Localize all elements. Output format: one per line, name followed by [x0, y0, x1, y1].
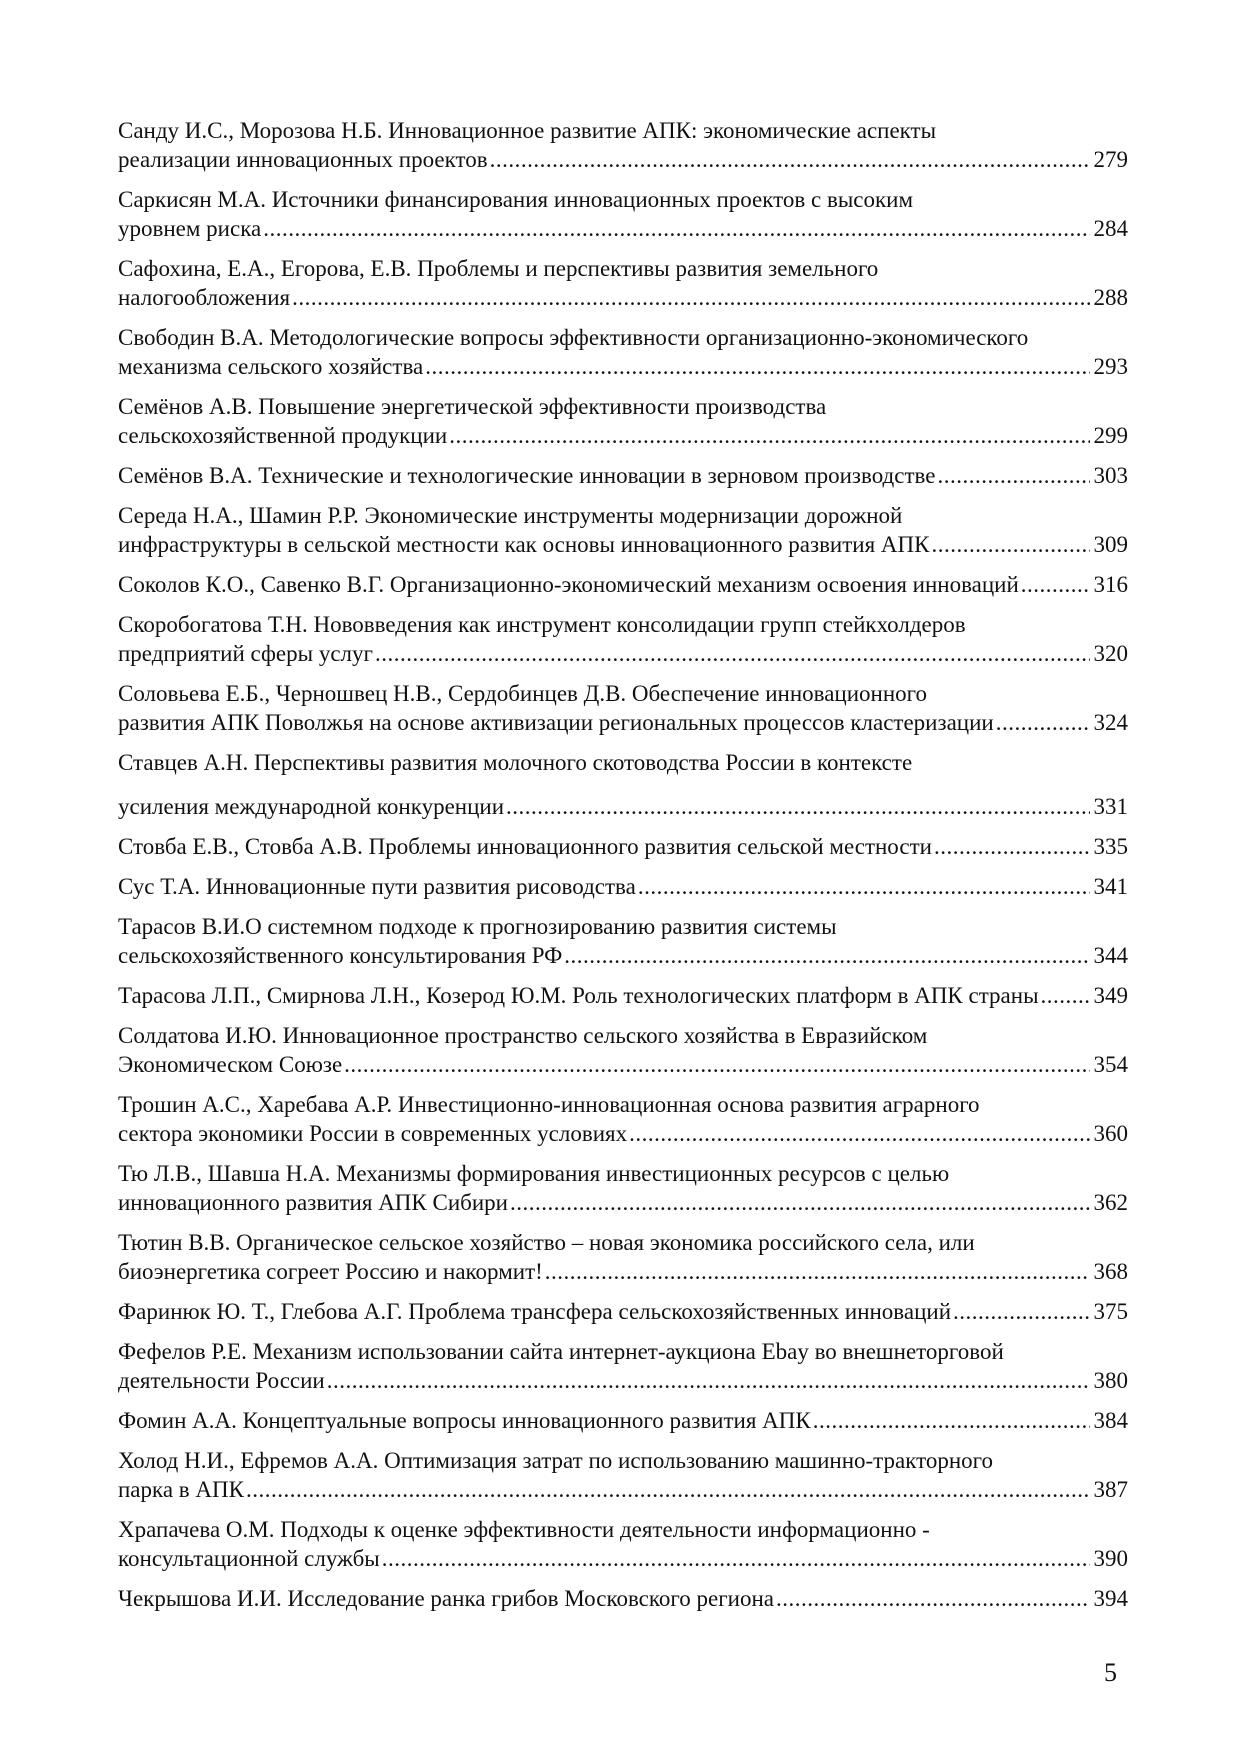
toc-entry-title: реализации инновационных проектов [118, 147, 488, 172]
dot-leader [638, 872, 1090, 901]
toc-entry-page: 368 [1093, 1259, 1128, 1284]
dot-leader [776, 1584, 1090, 1613]
dot-leader [327, 1366, 1090, 1395]
toc-entry-page: 303 [1093, 463, 1128, 488]
toc-entry-page: 316 [1093, 572, 1128, 597]
toc-entry-page: 284 [1093, 216, 1128, 241]
toc-entry-title: уровнем риска [118, 216, 262, 241]
toc-entry-line: Свободин В.А. Методологические вопросы эффективности организационно-экономического [118, 325, 1029, 350]
dot-leader [934, 832, 1090, 861]
toc-entry-last-line [118, 1050, 1128, 1079]
toc-entry [118, 501, 1128, 559]
toc-entry-page: 299 [1093, 423, 1128, 448]
toc-entry-line: Середа Н.А., Шамин Р.Р. Экономические инструменты модернизации дорожной [118, 503, 903, 528]
toc-entry-title: биоэнергетика согреет Россию и накормит! [118, 1259, 543, 1284]
toc-entry-page: 390 [1093, 1546, 1128, 1571]
page-number: 5 [1104, 1658, 1117, 1687]
toc-entry-page: 380 [1093, 1368, 1128, 1393]
toc-entry-title: консультационной службы [118, 1546, 380, 1571]
dot-leader [510, 1188, 1090, 1217]
dot-leader [344, 1050, 1089, 1079]
dot-leader [629, 1119, 1089, 1148]
toc-entry-title: усиления международной конкуренции [118, 794, 505, 819]
toc-entry-title: Соколов К.О., Савенко В.Г. Организационно-экономический механизм освоения инноваций [118, 572, 1019, 597]
toc-entry [118, 1297, 1128, 1326]
dot-leader [425, 352, 1089, 381]
toc-entry-line: Тю Л.В., Шавша Н.А. Механизмы формирования инвестиционных ресурсов с целью [118, 1161, 950, 1186]
toc-entry-last-line [118, 421, 1128, 450]
toc-entry-line: Храпачева О.М. Подходы к оценке эффективности деятельности информационно - [118, 1517, 930, 1542]
toc-entry-last-line [118, 570, 1128, 599]
toc-entry-page: 354 [1093, 1052, 1128, 1077]
toc-entry-last-line [118, 1475, 1128, 1504]
toc-entry-page: 279 [1093, 147, 1128, 172]
dot-leader [545, 1257, 1090, 1286]
toc-entry [118, 185, 1128, 243]
toc-entry-last-line [118, 792, 1128, 821]
dot-leader [937, 461, 1089, 490]
toc-entry-title: Чекрышова И.И. Исследование ранка грибов Московского региона [118, 1586, 774, 1611]
toc-entry [118, 570, 1128, 599]
toc-entry-last-line [118, 145, 1128, 174]
toc-entry [118, 1337, 1128, 1395]
table-of-contents [118, 116, 1128, 1624]
toc-entry-last-line [118, 1119, 1128, 1148]
dot-leader [932, 530, 1090, 559]
toc-entry-title: Фомин А.А. Концептуальные вопросы инновационного развития АПК [118, 1408, 811, 1433]
toc-entry-page: 384 [1093, 1408, 1128, 1433]
toc-entry-line: Сафохина, Е.А., Егорова, Е.В. Проблемы и перспективы развития земельного [118, 256, 879, 281]
dot-leader [263, 214, 1089, 243]
toc-entry-page: 362 [1093, 1190, 1128, 1215]
toc-entry-last-line [118, 1257, 1128, 1286]
dot-leader [953, 1297, 1090, 1326]
toc-entry-title: предприятий сферы услуг [118, 641, 373, 666]
toc-entry-line: Холод Н.И., Ефремов А.А. Оптимизация затрат по использованию машинно-тракторного [118, 1448, 994, 1473]
toc-entry-page: 320 [1093, 641, 1128, 666]
toc-entry [118, 1090, 1128, 1148]
dot-leader [246, 1475, 1090, 1504]
toc-entry-last-line [118, 530, 1128, 559]
toc-entry-line: Солдатова И.Ю. Инновационное пространство сельского хозяйства в Евразийском [118, 1023, 928, 1048]
toc-entry [118, 610, 1128, 668]
toc-entry-last-line [118, 981, 1128, 1010]
toc-entry [118, 748, 1128, 821]
toc-entry-line: Соловьева Е.Б., Черношвец Н.В., Сердобинцев Д.В. Обеспечение инновационного [118, 681, 927, 706]
toc-entry [118, 679, 1128, 737]
toc-entry-line: Фефелов Р.Е. Механизм использовании сайта интернет-аукциона Ebay во внешнеторговой [118, 1339, 1004, 1364]
toc-entry [118, 1515, 1128, 1573]
toc-entry-page: 288 [1093, 285, 1128, 310]
toc-entry-page: 309 [1093, 532, 1128, 557]
dot-leader [506, 792, 1089, 821]
toc-entry-title: развития АПК Поволжья на основе активизации региональных процессов кластеризации [118, 710, 994, 735]
toc-entry-last-line [118, 872, 1128, 901]
toc-entry-line: Санду И.С., Морозова Н.Б. Инновационное развитие АПК: экономические аспекты [118, 118, 937, 143]
dot-leader [996, 708, 1090, 737]
toc-entry-title: сельскохозяйственной продукции [118, 423, 448, 448]
toc-entry-title: Экономическом Союзе [118, 1052, 343, 1077]
toc-entry-last-line [118, 352, 1128, 381]
toc-entry [118, 323, 1128, 381]
toc-entry-title: инфраструктуры в сельской местности как основы инновационного развития АПК [118, 532, 930, 557]
toc-entry [118, 981, 1128, 1010]
toc-entry-title: парка в АПК [118, 1477, 244, 1502]
toc-entry-page: 387 [1093, 1477, 1128, 1502]
toc-entry-last-line [118, 214, 1128, 243]
toc-entry-last-line [118, 708, 1128, 737]
toc-entry-title: инновационного развития АПК Сибири [118, 1190, 508, 1215]
toc-entry-title: Тарасова Л.П., Смирнова Л.Н., Козерод Ю.М. Роль технологических платформ в АПК страны [118, 983, 1039, 1008]
toc-entry-title: Сус Т.А. Инновационные пути развития рисоводства [118, 874, 636, 899]
toc-entry [118, 254, 1128, 312]
toc-entry-page: 324 [1093, 710, 1128, 735]
toc-entry [118, 912, 1128, 970]
toc-entry [118, 1021, 1128, 1079]
toc-entry-line: Тарасов В.И.О системном подходе к прогнозированию развития системы [118, 914, 837, 939]
dot-leader [1041, 981, 1090, 1010]
toc-entry-last-line [118, 461, 1128, 490]
toc-entry-title: деятельности России [118, 1368, 325, 1393]
toc-entry-page: 394 [1093, 1586, 1128, 1611]
toc-entry-title: Стовба Е.В., Стовба А.В. Проблемы инновационного развития сельской местности [118, 834, 932, 859]
toc-entry-line: Семёнов А.В. Повышение энергетической эффективности производства [118, 394, 827, 419]
toc-entry [118, 1228, 1128, 1286]
dot-leader [449, 421, 1089, 450]
toc-entry [118, 832, 1128, 861]
toc-entry [118, 1446, 1128, 1504]
toc-entry-last-line [118, 1366, 1128, 1395]
toc-entry-page: 293 [1093, 354, 1128, 379]
toc-entry-page: 341 [1093, 874, 1128, 899]
toc-entry-last-line [118, 283, 1128, 312]
toc-entry-page: 375 [1093, 1299, 1128, 1324]
toc-entry-line: Тютин В.В. Органическое сельское хозяйство – новая экономика российского села, или [118, 1230, 975, 1255]
toc-entry-last-line [118, 1406, 1128, 1435]
dot-leader [1021, 570, 1090, 599]
toc-entry-last-line [118, 1188, 1128, 1217]
toc-entry-line: Скоробогатова Т.Н. Нововведения как инструмент консолидации групп стейкхолдеров [118, 612, 966, 637]
toc-entry-page: 360 [1093, 1121, 1128, 1146]
toc-entry [118, 116, 1128, 174]
toc-entry-last-line [118, 1544, 1128, 1573]
toc-entry [118, 392, 1128, 450]
toc-entry-title: Фаринюк Ю. Т., Глебова А.Г. Проблема трансфера сельскохозяйственных инноваций [118, 1299, 951, 1324]
toc-entry-line: Саркисян М.А. Источники финансирования инновационных проектов с высоким [118, 187, 914, 212]
toc-entry-page: 331 [1093, 794, 1128, 819]
toc-entry-title: сектора экономики России в современных условиях [118, 1121, 628, 1146]
dot-leader [813, 1406, 1090, 1435]
dot-leader [382, 1544, 1090, 1573]
toc-entry [118, 1584, 1128, 1613]
toc-entry-line: Трошин А.С., Харебава А.Р. Инвестиционно-инновационная основа развития аграрного [118, 1092, 980, 1117]
toc-entry-title: сельскохозяйственного консультирования РФ [118, 943, 563, 968]
toc-entry [118, 1159, 1128, 1217]
toc-entry-line: Ставцев А.Н. Перспективы развития молочного скотоводства России в контексте [118, 750, 913, 775]
dot-leader [292, 283, 1089, 312]
toc-entry [118, 872, 1128, 901]
toc-entry-page: 344 [1093, 943, 1128, 968]
toc-entry [118, 461, 1128, 490]
toc-entry-title: механизма сельского хозяйства [118, 354, 424, 379]
toc-entry-last-line [118, 1297, 1128, 1326]
toc-entry-last-line [118, 832, 1128, 861]
toc-entry-title: налогообложения [118, 285, 291, 310]
dot-leader [375, 639, 1090, 668]
toc-entry-page: 335 [1093, 834, 1128, 859]
toc-entry-last-line [118, 1584, 1128, 1613]
dot-leader [564, 941, 1089, 970]
dot-leader [490, 145, 1090, 174]
toc-entry-last-line [118, 639, 1128, 668]
toc-entry-title: Семёнов В.А. Технические и технологические инновации в зерновом производстве [118, 463, 936, 488]
toc-entry [118, 1406, 1128, 1435]
toc-entry-page: 349 [1093, 983, 1128, 1008]
toc-entry-last-line [118, 941, 1128, 970]
